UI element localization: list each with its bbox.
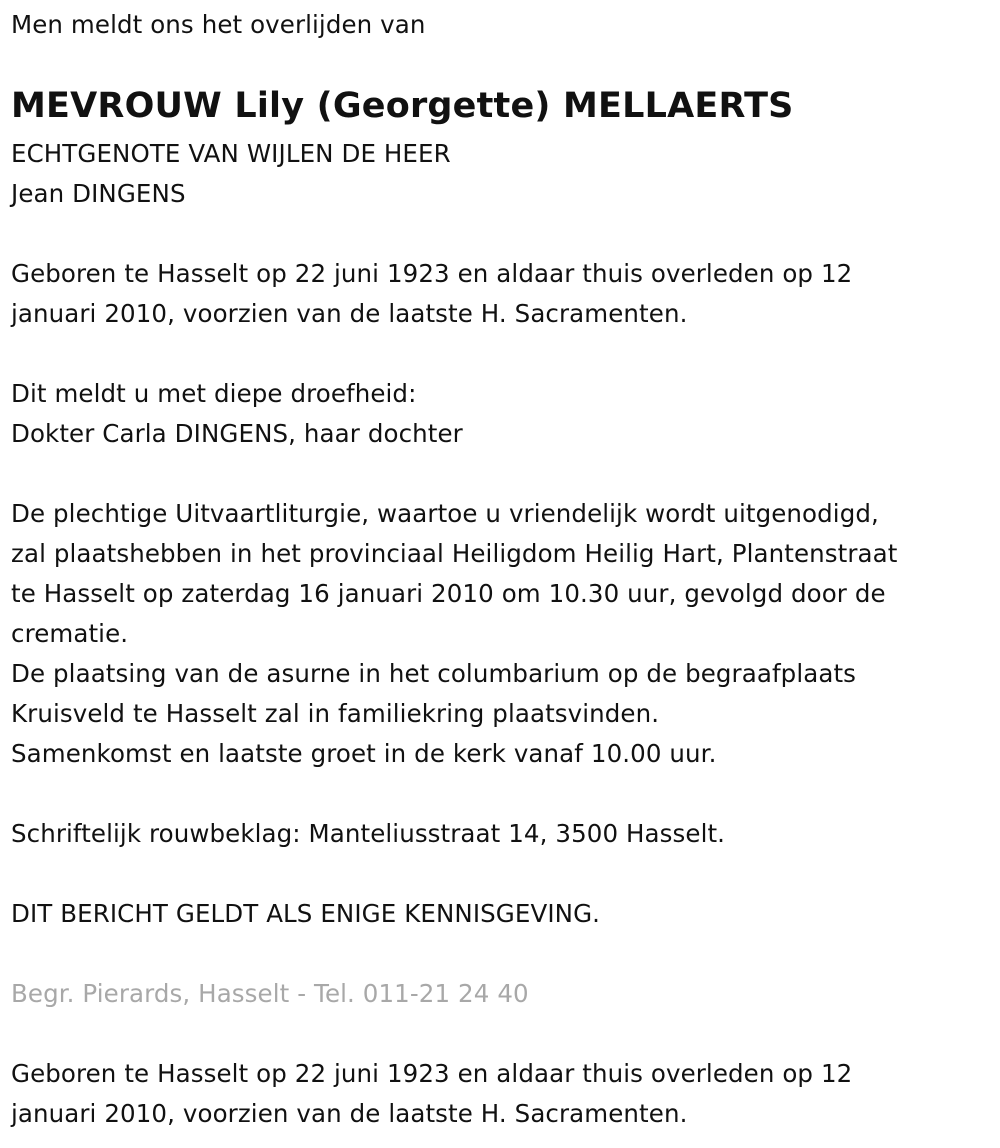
mourners-line: Dokter Carla DINGENS, haar dochter [11,419,463,448]
birth-death-line-repeat: Geboren te Hasselt op 22 juni 1923 en aldaar thuis overleden op 12 [11,1059,853,1088]
mourners-line: Dit meldt u met diepe droefheid: [11,379,417,408]
funeral-line: te Hasselt op zaterdag 16 januari 2010 om 10.30 uur, gevolgd door de [11,579,886,608]
condolence-address: Schriftelijk rouwbeklag: Manteliusstraat 14, 3500 Hasselt. [11,819,726,848]
spouse-name: Jean DINGENS [11,179,186,208]
funeral-home-credit: Begr. Pierards, Hasselt - Tel. 011-21 24 40 [11,979,529,1008]
deceased-name: MEVROUW Lily (Georgette) MELLAERTS [11,86,794,126]
funeral-line: De plechtige Uitvaartliturgie, waartoe u vriendelijk wordt uitgenodigd, [11,499,879,528]
funeral-line: crematie. [11,619,129,648]
birth-death-line: januari 2010, voorzien van de laatste H. Sacramenten. [11,299,688,328]
funeral-line: De plaatsing van de asurne in het columbarium op de begraafplaats [11,659,857,688]
spouse-line: ECHTGENOTE VAN WIJLEN DE HEER [11,139,451,168]
funeral-line: zal plaatshebben in het provinciaal Heiligdom Heilig Hart, Plantenstraat [11,539,898,568]
birth-death-line-repeat: januari 2010, voorzien van de laatste H. Sacramenten. [11,1099,688,1128]
funeral-line: Kruisveld te Hasselt zal in familiekring plaatsvinden. [11,699,660,728]
announcement-notice: DIT BERICHT GELDT ALS ENIGE KENNISGEVING. [11,899,601,928]
intro-text: Men meldt ons het overlijden van [11,10,426,39]
funeral-line: Samenkomst en laatste groet in de kerk vanaf 10.00 uur. [11,739,717,768]
birth-death-line: Geboren te Hasselt op 22 juni 1923 en aldaar thuis overleden op 12 [11,259,853,288]
